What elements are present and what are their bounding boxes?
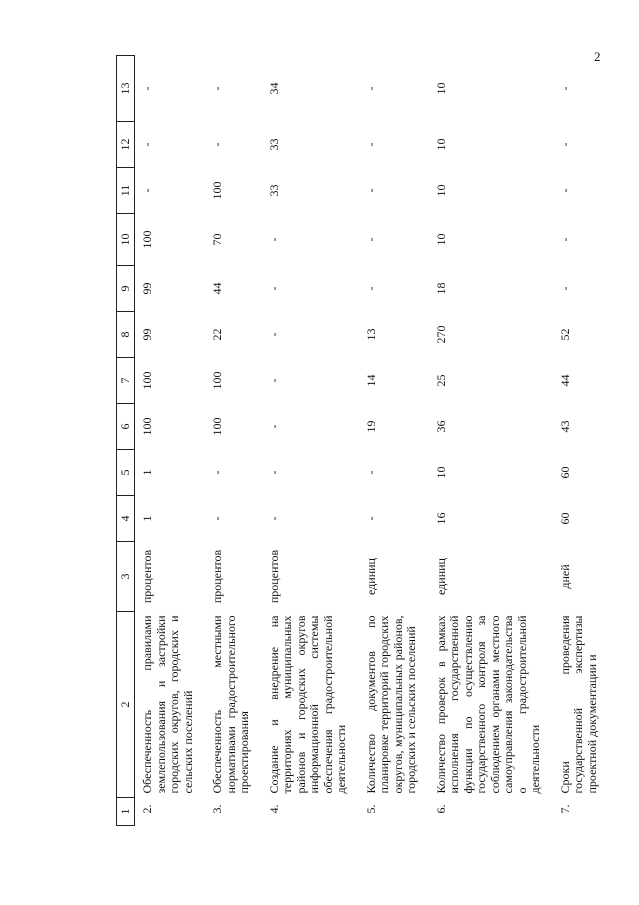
- header-cell: 1: [117, 798, 135, 826]
- value-cell: 270: [433, 325, 448, 344]
- value-cell: -: [140, 188, 154, 193]
- value-cell: 36: [433, 420, 448, 433]
- value-cell: 70: [210, 233, 224, 246]
- row-description: Создание и внедрение на территориях муниципальных районов и городских округов информационной системы обеспечения градостроительной деятельности: [266, 615, 348, 794]
- value-cell: 18: [433, 282, 448, 295]
- value-cell: 10: [433, 233, 448, 246]
- value-cell: 52: [557, 328, 572, 341]
- value-cell: -: [266, 286, 281, 291]
- value-cell: -: [557, 237, 572, 242]
- row-index: 5.: [363, 804, 378, 814]
- value-cell: -: [210, 516, 224, 521]
- value-cell: -: [363, 516, 378, 521]
- row-unit: единиц: [433, 558, 448, 595]
- value-cell: -: [363, 142, 378, 147]
- value-cell: -: [266, 378, 281, 383]
- value-cell: 25: [433, 374, 448, 387]
- header-cell: 5: [117, 450, 135, 496]
- value-cell: -: [266, 516, 281, 521]
- value-cell: -: [140, 86, 154, 91]
- header-cell: 3: [117, 542, 135, 612]
- value-cell: 33: [266, 184, 281, 197]
- value-cell: 1: [140, 515, 154, 522]
- value-cell: 10: [433, 82, 448, 95]
- table-row: [135, 56, 206, 826]
- value-cell: -: [266, 424, 281, 429]
- value-cell: -: [210, 470, 224, 475]
- value-cell: -: [266, 237, 281, 242]
- value-cell: -: [557, 286, 572, 291]
- row-index: 7.: [557, 804, 572, 814]
- value-cell: 1: [140, 469, 154, 476]
- value-cell: 19: [363, 420, 378, 433]
- value-cell: 10: [433, 138, 448, 151]
- row-description: Количество проверок в рамках исполнения государственной функции по осуществлению государственного контроля за соблюдением органами местного самоуправления законодательства о градостроительной деятельности: [433, 615, 542, 794]
- value-cell: 100: [140, 417, 154, 436]
- row-description: Обеспеченность местными нормативами градостроительного проектирования: [210, 615, 251, 794]
- table-row: [205, 56, 262, 826]
- value-cell: 99: [140, 328, 154, 341]
- value-cell: -: [210, 86, 224, 91]
- value-cell: 44: [210, 282, 224, 295]
- header-cell: 4: [117, 496, 135, 542]
- value-cell: 10: [433, 466, 448, 479]
- value-cell: 10: [433, 184, 448, 197]
- table-row: [359, 56, 429, 826]
- header-cell: 12: [117, 122, 135, 168]
- value-cell: -: [557, 142, 572, 147]
- header-cell: 10: [117, 214, 135, 266]
- row-description: Обеспеченность правилами землепользования и застройки городских округов, городских и сельских поселений: [140, 615, 195, 794]
- row-description: Сроки проведения государственной экспертизы проектной документации и: [557, 615, 599, 794]
- rotated-table-container: [116, 56, 612, 826]
- value-cell: 14: [363, 374, 378, 387]
- header-cell: 2: [117, 612, 135, 798]
- value-cell: -: [210, 142, 224, 147]
- row-index: 2.: [140, 804, 154, 814]
- indicators-table: [116, 55, 609, 826]
- value-cell: 60: [557, 512, 572, 525]
- value-cell: 34: [266, 82, 281, 95]
- table-row: [429, 56, 553, 826]
- value-cell: -: [363, 188, 378, 193]
- value-cell: -: [557, 188, 572, 193]
- value-cell: 13: [363, 328, 378, 341]
- row-index: 4.: [266, 804, 281, 814]
- row-description: Количество документов по планировке территорий городских округов, муниципальных районов, городских и сельских поселений: [363, 615, 418, 794]
- value-cell: 22: [210, 328, 224, 341]
- value-cell: 100: [210, 181, 224, 200]
- row-unit: процентов: [140, 549, 154, 604]
- table-row: [553, 56, 610, 826]
- value-cell: 100: [140, 371, 154, 390]
- row-unit: процентов: [266, 549, 281, 604]
- header-cell: 7: [117, 358, 135, 404]
- value-cell: 60: [557, 466, 572, 479]
- value-cell: -: [363, 237, 378, 242]
- value-cell: 43: [557, 420, 572, 433]
- value-cell: 44: [557, 374, 572, 387]
- value-cell: 100: [210, 371, 224, 390]
- row-index: 6.: [433, 804, 448, 814]
- value-cell: -: [363, 470, 378, 475]
- header-cell: 9: [117, 266, 135, 312]
- row-unit: единиц: [363, 558, 378, 595]
- table-row: [262, 56, 359, 826]
- value-cell: 100: [140, 230, 154, 249]
- value-cell: -: [363, 286, 378, 291]
- header-row: [117, 56, 135, 826]
- value-cell: 16: [433, 512, 448, 525]
- value-cell: -: [266, 470, 281, 475]
- header-cell: 6: [117, 404, 135, 450]
- value-cell: -: [266, 332, 281, 337]
- header-cell: 13: [117, 56, 135, 122]
- value-cell: -: [363, 86, 378, 91]
- value-cell: 100: [210, 417, 224, 436]
- row-index: 3.: [210, 804, 224, 814]
- value-cell: 99: [140, 282, 154, 295]
- row-unit: дней: [557, 564, 572, 589]
- page-number: 2: [594, 49, 601, 64]
- value-cell: -: [557, 86, 572, 91]
- header-cell: 11: [117, 168, 135, 214]
- value-cell: 33: [266, 138, 281, 151]
- value-cell: -: [140, 142, 154, 147]
- row-unit: процентов: [210, 549, 224, 604]
- header-cell: 8: [117, 312, 135, 358]
